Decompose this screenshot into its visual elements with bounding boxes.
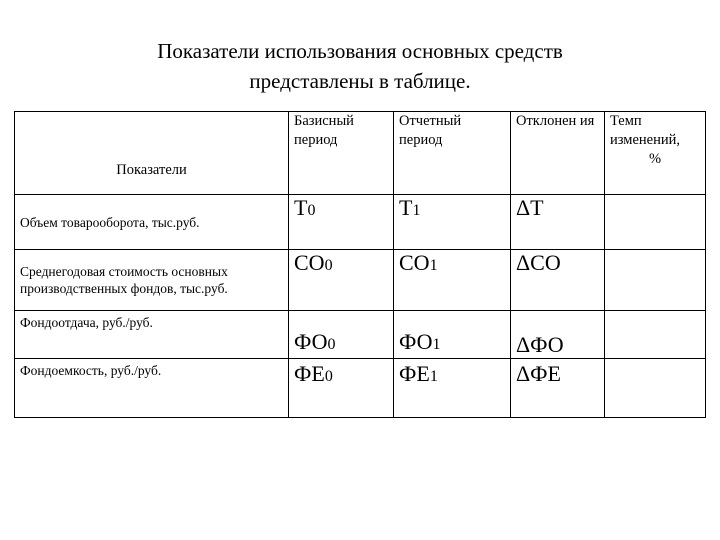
header-growth-rate-line3: % <box>648 151 662 167</box>
deviation-value: ΔСО <box>511 250 605 311</box>
report-value: ФО1 <box>394 311 511 359</box>
header-report-period: Отчетный период <box>394 112 511 195</box>
table-header-row <box>15 112 706 195</box>
title-line-2: представлены в таблице. <box>249 69 471 93</box>
header-deviation: Отклонен ия <box>511 112 605 195</box>
header-base-period: Базисный период <box>289 112 394 195</box>
base-value: ФО0 <box>289 311 394 359</box>
report-value: СО1 <box>394 250 511 311</box>
table-row <box>15 311 706 359</box>
deviation-value: ΔТ <box>511 195 605 250</box>
base-value: СО0 <box>289 250 394 311</box>
row-label: Фондоемкость, руб./руб. <box>15 359 289 418</box>
indicators-table <box>14 111 706 418</box>
base-value: Т0 <box>289 195 394 250</box>
header-growth-rate <box>605 112 706 195</box>
rate-value <box>605 195 706 250</box>
rate-value <box>605 250 706 311</box>
table-row <box>15 359 706 418</box>
row-label: Объем товарооборота, тыс.руб. <box>15 195 289 250</box>
page-title <box>0 36 720 96</box>
table-row <box>15 195 706 250</box>
header-growth-rate-line2: изменений, <box>610 132 680 148</box>
title-line-1: Показатели использования основных средств <box>157 39 563 63</box>
rate-value <box>605 311 706 359</box>
report-value: Т1 <box>394 195 511 250</box>
deviation-value: ΔФЕ <box>511 359 605 418</box>
rate-value <box>605 359 706 418</box>
header-indicator: Показатели <box>15 112 289 195</box>
base-value: ФЕ0 <box>289 359 394 418</box>
row-label: Фондоотдача, руб./руб. <box>15 311 289 359</box>
header-growth-rate-line1: Темп <box>610 113 642 129</box>
row-label: Среднегодовая стоимость основных производственных фондов, тыс.руб. <box>15 250 289 311</box>
table-row <box>15 250 706 311</box>
deviation-value: ΔФО <box>511 311 605 359</box>
report-value: ФЕ1 <box>394 359 511 418</box>
